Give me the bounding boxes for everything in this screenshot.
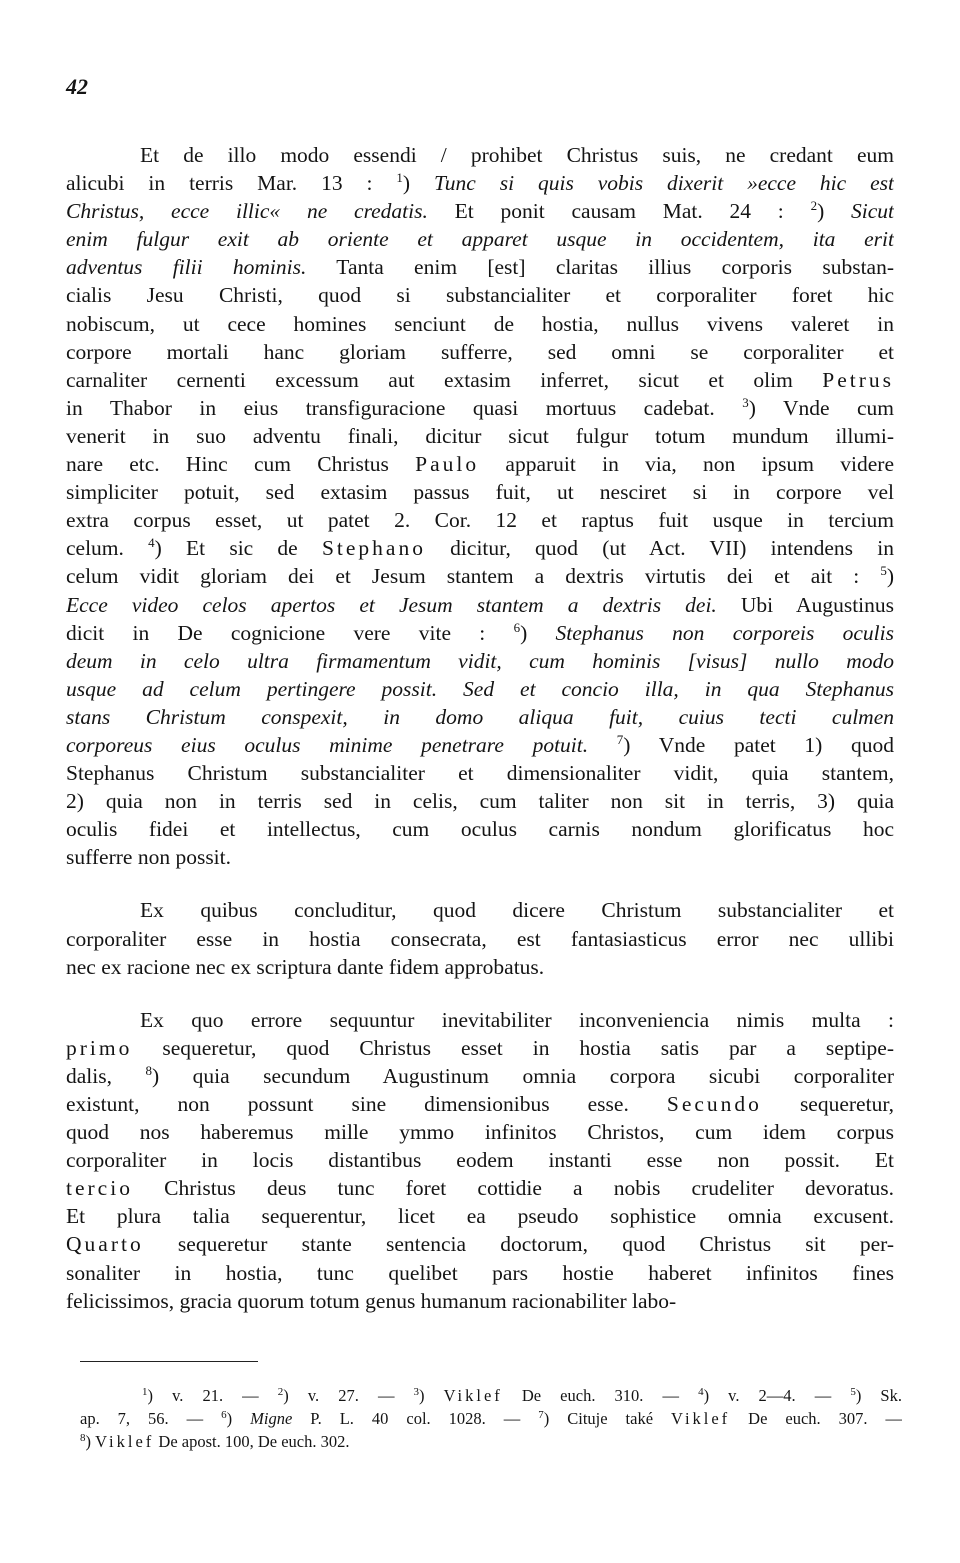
text-line: corpore mortali hanc gloriam sufferre, sed omni se corporaliter et: [66, 339, 894, 364]
text-line: 2) quia non in terris sed in celis, cum taliter non sit in terris, 3) quia: [66, 789, 894, 814]
text-line: sonaliter in hostia, tunc quelibet pars hostie haberet infinitos fines: [66, 1260, 894, 1285]
text-line: stans Christum conspexit, in domo aliqua fuit, cuius tecti culmen: [66, 704, 894, 729]
paragraph-2: [66, 896, 894, 980]
text-line: corporaliter in locis distantibus eodem instanti esse non possit. Et: [66, 1148, 894, 1173]
text-line: alicubi in terris Mar. 13 : $^1$) Tunc si quis vobis dixerit »ecce hic est: [66, 170, 894, 196]
text-line: corporeus eius oculus minime penetrare potuit. $^7$) Vnde patet 1) quod: [66, 731, 894, 757]
text-line: tercio Christus deus tunc foret cottidie a nobis crudeliter devoratus.: [66, 1176, 894, 1201]
text-line: carnaliter cernenti excessum aut extasim inferret, sicut et olim Petrus: [66, 367, 894, 392]
text-line: simpliciter potuit, sed extasim passus fuit, ut nesciret si in corpore vel: [66, 480, 894, 505]
text-line: felicissimos, gracia quorum totum genus humanum racionabiliter labo-: [66, 1288, 677, 1313]
text-line: existunt, non possunt sine dimensionibus esse. Secundo sequeretur,: [66, 1092, 894, 1116]
footnote-rule: [80, 1361, 258, 1362]
text-line: Stephanus Christum substancialiter et dimensionaliter vidit, quia stantem,: [66, 761, 894, 786]
text-line: sufferre non possit.: [66, 845, 232, 870]
text-line: cialis Jesu Christi, quod si substancialiter et corporaliter foret hic: [66, 283, 894, 308]
text-line: primo sequeretur, quod Christus esset in hostia satis par a septipe-: [66, 1035, 894, 1060]
text-line: oculis fidei et intellectus, cum oculus carnis nondum glorificatus hoc: [66, 817, 894, 842]
text-line: Quarto sequeretur stante sentencia doctorum, quod Christus sit per-: [66, 1232, 894, 1257]
text-line: Et de illo modo essendi / prohibet Christus suis, ne credant eum: [140, 143, 894, 167]
text-line: in Thabor in eius transfiguracione quasi mortuus cadebat. $^3$) Vnde cum: [66, 394, 894, 420]
text-line: Et plura talia sequerentur, licet ea pseudo sophistice omnia excusent.: [66, 1204, 894, 1229]
footnote-line: $^8$) Viklef De apost. 100, De euch. 302.: [80, 1432, 350, 1451]
footnotes: [80, 1384, 902, 1453]
text-line: dicit in De cognicione vere vite : $^6$) Stephanus non corporeis oculis: [66, 619, 894, 645]
text-line: celum. $^4$) Et sic de Stephano dicitur, quod (ut Act. VII) intendens in: [66, 535, 894, 561]
page-number: 42: [66, 74, 88, 99]
text-line: Ex quibus concluditur, quod dicere Christum substancialiter et: [140, 898, 894, 923]
text-line: adventus filii hominis. Tanta enim [est] claritas illius corporis substan-: [66, 255, 894, 280]
text-line: usque ad celum pertingere possit. Sed et concio illa, in qua Stephanus: [66, 676, 894, 701]
text-line: extra corpus esset, ut patet 2. Cor. 12 et raptus fuit usque in tercium: [66, 508, 894, 533]
text-line: nec ex racione nec ex scriptura dante fidem approbatus.: [66, 954, 545, 979]
text-line: deum in celo ultra firmamentum vidit, cum hominis [visus] nullo modo: [66, 648, 894, 673]
text-line: quod nos haberemus mille ymmo infinitos Christos, cum idem corpus: [66, 1120, 894, 1145]
text-line: celum vidit gloriam dei et Jesum stantem a dextris virtutis dei et ait : $^5$): [66, 563, 894, 589]
text-line: dalis, $^8$) quia secundum Augustinum omnia corpora sicubi corporaliter: [66, 1062, 894, 1088]
footnote-line: $^1$) v. 21. — $^2$) v. 27. — $^3$) Viklef De euch. 310. — $^4$) v. 2—4. — $^5$) Sk.: [142, 1386, 902, 1405]
text-line: Christus, ecce illic« ne credatis. Et ponit causam Mat. 24 : $^2$) Sicut: [66, 198, 894, 224]
text-line: corporaliter esse in hostia consecrata, est fantasiasticus error nec ullibi: [66, 926, 894, 951]
paragraph-3: [66, 1006, 894, 1315]
text-line: Ex quo errore sequuntur inevitabiliter inconveniencia nimis multa :: [140, 1007, 894, 1032]
body-text: [66, 141, 894, 1315]
text-line: venerit in suo adventu finali, dicitur sicut fulgur totum mundum illumi-: [66, 423, 894, 448]
text-line: nare etc. Hinc cum Christus Paulo apparuit in via, non ipsum videre: [66, 452, 894, 477]
footnote-line: ap. 7, 56. — $^6$) Migne P. L. 40 col. 1028. — $^7$) Cituje také Viklef De euch. 307. —: [80, 1409, 902, 1428]
text-line: enim fulgur exit ab oriente et apparet usque in occidentem, ita erit: [66, 227, 894, 252]
paragraph-1: [66, 141, 894, 871]
text-line: Ecce video celos apertos et Jesum stantem a dextris dei. Ubi Augustinus: [66, 592, 894, 617]
text-line: nobiscum, ut cece homines senciunt de hostia, nullus vivens valeret in: [66, 311, 894, 336]
